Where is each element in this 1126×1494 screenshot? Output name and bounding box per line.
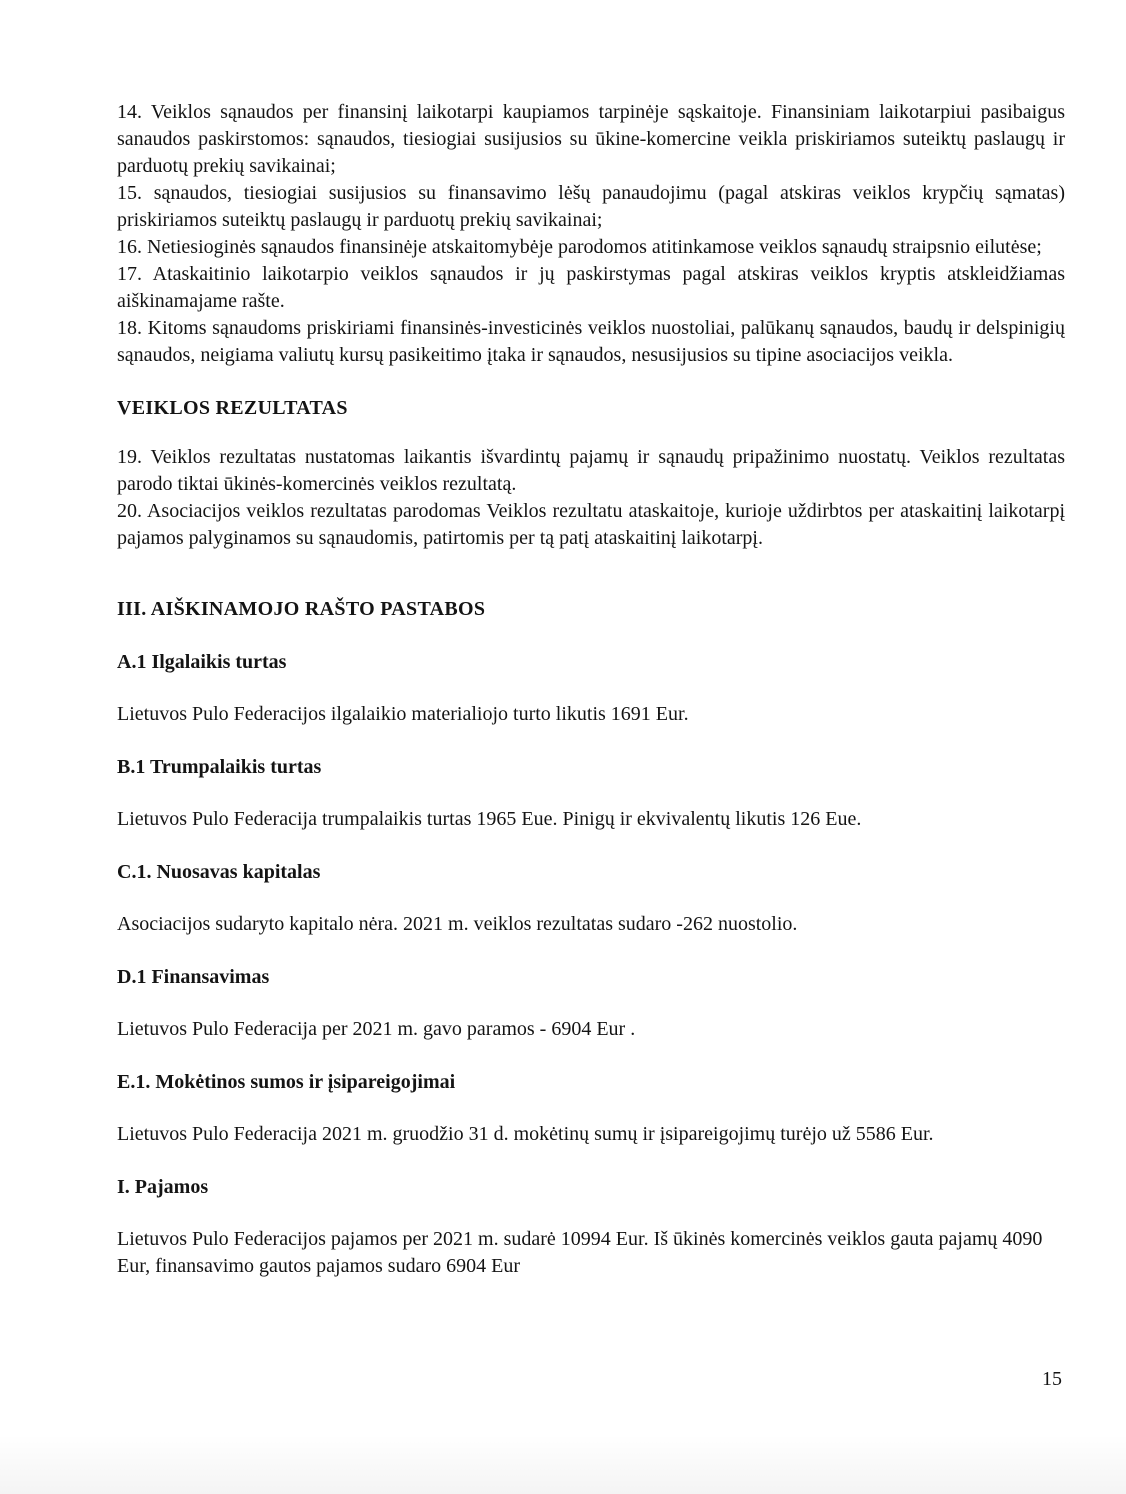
note-d1-finansavimas: Lietuvos Pulo Federacija per 2021 m. gavo paramos - 6904 Eur . — [117, 1018, 636, 1040]
subheading-i-pajamos: I. Pajamos — [117, 1176, 209, 1198]
paragraph-15: 15. sąnaudos, tiesiogiai susijusios su finansavimo lėšų panaudojimu (pagal atskiras veiklos krypčių sąmatas) priskiriamos suteiktų paslaugų ir parduotų prekių savikainai; — [117, 182, 1065, 231]
subheading-c1-nuosavas-kapitalas: C.1. Nuosavas kapitalas — [117, 861, 321, 883]
note-i-pajamos: Lietuvos Pulo Federacijos pajamos per 2021 m. sudarė 10994 Eur. Iš ūkinės komercinės veiklos gauta pajamų 4090 Eur, finansavimo gautos pajamos sudaro 6904 Eur — [117, 1228, 1043, 1277]
paragraph-19: 19. Veiklos rezultatas nustatomas laikantis išvardintų pajamų ir sąnaudų pripažinimo nuostatų. Veiklos rezultatas parodo tiktai ūkinės-komercinės veiklos rezultatą. — [117, 446, 1065, 495]
note-a1-ilgalaikis-turtas: Lietuvos Pulo Federacijos ilgalaikio materialiojo turto likutis 1691 Eur. — [117, 703, 689, 725]
note-c1-nuosavas-kapitalas: Asociacijos sudaryto kapitalo nėra. 2021 m. veiklos rezultatas sudaro -262 nuostolio. — [117, 913, 798, 935]
paragraph-14: 14. Veiklos sąnaudos per finansinį laikotarpi kaupiamos tarpinėje sąskaitoje. Finansiniam laikotarpiui pasibaigus sanaudos paskirstomos: sąnaudos, tiesiogiai susijusios su ūkine-komercine veikla priskiriamos suteiktų paslaugų ir parduotų prekių savikainai; — [117, 101, 1065, 177]
paragraph-16: 16. Netiesioginės sąnaudos finansinėje atskaitomybėje parodomos atitinkamose veiklos sąnaudų straipsnio eilutėse; — [117, 236, 1042, 258]
scan-shade-bottom — [0, 1434, 1126, 1494]
subheading-a1-ilgalaikis-turtas: A.1 Ilgalaikis turtas — [117, 651, 287, 673]
page-number: 15 — [1042, 1368, 1062, 1390]
subheading-d1-finansavimas: D.1 Finansavimas — [117, 966, 270, 988]
document-content — [117, 99, 1065, 1300]
paragraph-20: 20. Asociacijos veiklos rezultatas parodomas Veiklos rezultatu ataskaitoje, kurioje uždirbtos per ataskaitinį laikotarpį pajamos palyginamos su sąnaudomis, patirtomis per tą patį ataskaitinį laikotarpį. — [117, 500, 1065, 549]
subheading-e1-moketinos-sumos: E.1. Mokėtinos sumos ir įsipareigojimai — [117, 1071, 456, 1093]
subheading-b1-trumpalaikis-turtas: B.1 Trumpalaikis turtas — [117, 756, 322, 778]
note-b1-trumpalaikis-turtas: Lietuvos Pulo Federacija trumpalaikis turtas 1965 Eue. Pinigų ir ekvivalentų likutis 126 Eue. — [117, 808, 862, 830]
note-e1-moketinos-sumos: Lietuvos Pulo Federacija 2021 m. gruodžio 31 d. mokėtinų sumų ir įsipareigojimų turėjo už 5586 Eur. — [117, 1123, 934, 1145]
section-heading-aiskinamojo-rasto-pastabos: III. AIŠKINAMOJO RAŠTO PASTABOS — [117, 598, 486, 620]
paragraph-18: 18. Kitoms sąnaudoms priskiriami finansinės-investicinės veiklos nuostoliai, palūkanų sąnaudos, baudų ir delspinigių sąnaudos, neigiama valiutų kursų pasikeitimo įtaka ir sąnaudos, nesusijusios su tipine asociacijos veikla. — [117, 317, 1065, 366]
paragraph-17: 17. Ataskaitinio laikotarpio veiklos sąnaudos ir jų paskirstymas pagal atskiras veiklos kryptis atskleidžiamas aiškinamajame rašte. — [117, 263, 1065, 312]
section-heading-veiklos-rezultatas: VEIKLOS REZULTATAS — [117, 397, 348, 419]
